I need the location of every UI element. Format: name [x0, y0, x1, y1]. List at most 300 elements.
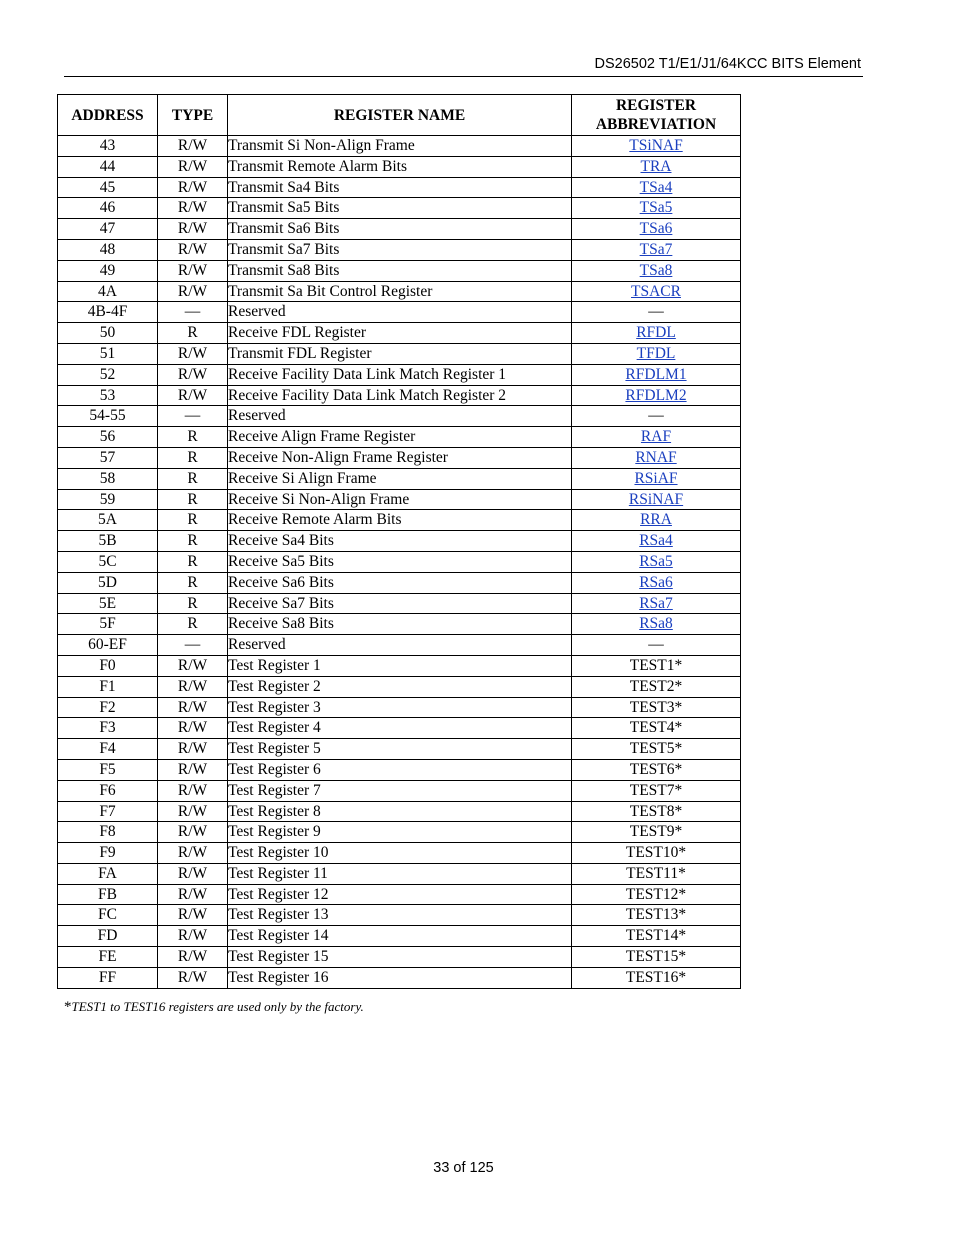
table-row [58, 780, 741, 801]
register-link[interactable]: TSa6 [639, 220, 673, 238]
cell-address [58, 447, 158, 468]
cell-abbreviation [572, 967, 741, 988]
cell-register-name [228, 156, 572, 177]
cell-register-name-text: Test Register 11 [228, 864, 328, 882]
table-row [58, 343, 741, 364]
table-row [58, 156, 741, 177]
cell-address-text: 5A [98, 511, 117, 529]
cell-abbreviation [572, 905, 741, 926]
cell-register-name-text: Transmit Remote Alarm Bits [228, 157, 407, 175]
cell-type-text: R [187, 324, 198, 342]
cell-abbreviation [572, 260, 741, 281]
register-link[interactable]: RSa6 [639, 573, 673, 591]
cell-register-name-text: Test Register 10 [228, 844, 329, 862]
register-link[interactable]: RFDLM2 [625, 386, 687, 404]
table-row [58, 510, 741, 531]
cell-abbreviation [572, 364, 741, 385]
cell-address-text: FA [98, 864, 117, 882]
cell-abbreviation [572, 780, 741, 801]
register-link[interactable]: RSiNAF [628, 490, 684, 508]
cell-address-text: 49 [99, 261, 116, 279]
table-row [58, 281, 741, 302]
table-row [58, 572, 741, 593]
table-row [58, 739, 741, 760]
cell-type [158, 406, 228, 427]
cell-type [158, 967, 228, 988]
table-footnote [64, 999, 364, 1016]
register-link[interactable]: RSa5 [639, 552, 673, 570]
cell-register-name-text: Receive Si Align Frame [228, 469, 377, 487]
cell-type-text: R/W [177, 844, 208, 862]
cell-type-text: R [187, 511, 198, 529]
cell-register-name [228, 219, 572, 240]
cell-register-name [228, 406, 572, 427]
cell-type-text: R/W [177, 823, 208, 841]
cell-abbreviation-text: TEST13* [625, 906, 687, 924]
column-header-address: ADDRESS [58, 95, 158, 136]
register-link[interactable]: RSa8 [639, 615, 673, 633]
cell-address [58, 947, 158, 968]
cell-address-text: 47 [99, 220, 116, 238]
cell-abbreviation-text: TEST9* [629, 823, 683, 841]
cell-address-text: 59 [99, 490, 116, 508]
cell-register-name-text: Test Register 7 [228, 781, 321, 799]
cell-address-text: 45 [99, 178, 116, 196]
table-row [58, 136, 741, 157]
register-link[interactable]: TSa4 [639, 178, 673, 196]
table-row [58, 260, 741, 281]
cell-type-text: R/W [177, 365, 208, 383]
cell-register-name-text: Receive Facility Data Link Match Register 1 [228, 365, 507, 383]
table-row [58, 531, 741, 552]
cell-address-text: 57 [99, 448, 116, 466]
cell-abbreviation [572, 676, 741, 697]
page-number: 33 of 125 [433, 1160, 494, 1176]
table-row [58, 697, 741, 718]
cell-register-name [228, 843, 572, 864]
cell-register-name [228, 323, 572, 344]
cell-address [58, 822, 158, 843]
cell-address-text: 44 [99, 157, 116, 175]
cell-address-text: FF [98, 968, 117, 986]
cell-type [158, 531, 228, 552]
table-row [58, 718, 741, 739]
cell-abbreviation-text: — [648, 636, 664, 654]
cell-register-name-text: Test Register 15 [228, 948, 329, 966]
cell-address-text: FB [98, 885, 117, 903]
cell-abbreviation-text: TEST2* [629, 677, 683, 695]
cell-abbreviation [572, 759, 741, 780]
table-row [58, 863, 741, 884]
cell-address-text: 5E [98, 594, 117, 612]
cell-register-name [228, 427, 572, 448]
cell-address-text: 5C [98, 552, 117, 570]
register-link[interactable]: RNAF [635, 448, 677, 466]
cell-register-name [228, 801, 572, 822]
cell-abbreviation [572, 739, 741, 760]
cell-type [158, 385, 228, 406]
table-row [58, 635, 741, 656]
cell-abbreviation [572, 926, 741, 947]
cell-abbreviation [572, 427, 741, 448]
cell-register-name [228, 614, 572, 635]
cell-address [58, 718, 158, 739]
cell-abbreviation [572, 136, 741, 157]
cell-register-name-text: Test Register 13 [228, 906, 329, 924]
cell-register-name-text: Test Register 5 [228, 740, 321, 758]
cell-type-text: R/W [177, 719, 208, 737]
cell-register-name [228, 551, 572, 572]
cell-abbreviation-text: TEST16* [625, 968, 687, 986]
cell-type [158, 343, 228, 364]
table-row [58, 364, 741, 385]
cell-register-name-text: Test Register 16 [228, 968, 329, 986]
cell-type [158, 364, 228, 385]
cell-abbreviation [572, 406, 741, 427]
cell-register-name-text: Receive Facility Data Link Match Register 2 [228, 386, 507, 404]
cell-address-text: 48 [99, 240, 116, 258]
column-header-register-name: REGISTER NAME [228, 95, 572, 136]
cell-address [58, 697, 158, 718]
table-row [58, 385, 741, 406]
cell-type [158, 926, 228, 947]
register-link[interactable]: RSa4 [639, 532, 673, 550]
cell-type [158, 759, 228, 780]
cell-address [58, 759, 158, 780]
cell-register-name-text: Test Register 12 [228, 885, 329, 903]
cell-register-name [228, 967, 572, 988]
cell-register-name-text: Transmit Si Non-Align Frame [228, 137, 415, 154]
cell-abbreviation [572, 281, 741, 302]
cell-address-text: 56 [99, 428, 116, 446]
table-row [58, 801, 741, 822]
cell-register-name-text: Receive Si Non-Align Frame [228, 490, 410, 508]
cell-type-text: R/W [177, 240, 208, 258]
cell-abbreviation [572, 156, 741, 177]
cell-register-name-text: Test Register 1 [228, 656, 321, 674]
table-row [58, 759, 741, 780]
cell-address [58, 510, 158, 531]
cell-register-name-text: Transmit Sa8 Bits [228, 261, 340, 279]
register-link[interactable]: TSa5 [639, 199, 673, 217]
cell-address [58, 593, 158, 614]
cell-type-text: R/W [177, 885, 208, 903]
cell-abbreviation [572, 489, 741, 510]
cell-type [158, 551, 228, 572]
cell-address [58, 219, 158, 240]
cell-address [58, 156, 158, 177]
table-row [58, 177, 741, 198]
cell-abbreviation-text: TEST4* [629, 719, 683, 737]
cell-address [58, 468, 158, 489]
cell-type [158, 302, 228, 323]
cell-register-name [228, 884, 572, 905]
cell-address [58, 572, 158, 593]
cell-type [158, 780, 228, 801]
cell-type-text: R [187, 573, 198, 591]
cell-register-name-text: Receive Sa4 Bits [228, 532, 334, 550]
cell-address [58, 780, 158, 801]
table-row [58, 905, 741, 926]
cell-register-name [228, 531, 572, 552]
cell-address [58, 635, 158, 656]
cell-type-text: R/W [177, 178, 208, 196]
cell-register-name-text: Receive FDL Register [228, 324, 367, 342]
cell-address [58, 260, 158, 281]
cell-abbreviation [572, 177, 741, 198]
cell-type [158, 323, 228, 344]
register-link[interactable]: RFDL [636, 324, 676, 342]
cell-address-text: 53 [99, 386, 116, 404]
register-link[interactable]: TSiNAF [629, 137, 683, 154]
column-header-abbreviation-line2: ABBREVIATION [595, 116, 717, 133]
cell-type [158, 947, 228, 968]
column-header-abbreviation [572, 95, 741, 136]
cell-address-text: 5D [98, 573, 117, 591]
table-row [58, 427, 741, 448]
cell-register-name-text: Transmit FDL Register [228, 344, 372, 362]
table-row [58, 219, 741, 240]
cell-register-name [228, 635, 572, 656]
cell-address-text: F7 [99, 802, 116, 820]
cell-abbreviation [572, 697, 741, 718]
register-link[interactable]: RAF [640, 428, 672, 446]
cell-register-name-text: Test Register 8 [228, 802, 321, 820]
table-row [58, 551, 741, 572]
cell-type [158, 676, 228, 697]
cell-type-text: — [184, 303, 201, 321]
table-row [58, 468, 741, 489]
cell-type-text: R/W [177, 927, 208, 945]
cell-type [158, 863, 228, 884]
cell-type-text: R/W [177, 220, 208, 238]
cell-address-text: F4 [99, 740, 116, 758]
cell-type [158, 489, 228, 510]
cell-address [58, 884, 158, 905]
cell-abbreviation [572, 572, 741, 593]
cell-abbreviation-text: TEST3* [629, 698, 683, 716]
cell-type [158, 239, 228, 260]
cell-abbreviation-text: TEST12* [625, 885, 687, 903]
cell-type [158, 156, 228, 177]
register-link[interactable]: TFDL [636, 344, 676, 362]
cell-abbreviation-text: TEST5* [629, 740, 683, 758]
cell-abbreviation [572, 551, 741, 572]
cell-register-name-text: Receive Align Frame Register [228, 428, 416, 446]
register-map-table [57, 94, 741, 989]
cell-register-name [228, 655, 572, 676]
cell-register-name-text: Reserved [228, 407, 286, 425]
cell-type-text: R [187, 552, 198, 570]
cell-type-text: R/W [177, 968, 208, 986]
cell-address-text: 60-EF [88, 636, 127, 654]
cell-type [158, 843, 228, 864]
cell-register-name [228, 385, 572, 406]
cell-address [58, 614, 158, 635]
cell-type [158, 739, 228, 760]
footnote-asterisk: * [64, 999, 72, 1015]
header-rule [64, 76, 863, 77]
cell-address [58, 364, 158, 385]
register-link[interactable]: TSa7 [639, 240, 673, 258]
cell-type-text: R/W [177, 906, 208, 924]
table-row [58, 822, 741, 843]
cell-address [58, 427, 158, 448]
cell-address-text: F6 [99, 781, 116, 799]
cell-register-name [228, 718, 572, 739]
cell-register-name-text: Reserved [228, 636, 286, 654]
cell-register-name [228, 863, 572, 884]
cell-address [58, 801, 158, 822]
cell-type [158, 655, 228, 676]
cell-abbreviation [572, 635, 741, 656]
cell-type-text: R/W [177, 157, 208, 175]
cell-address-text: F0 [99, 656, 116, 674]
cell-type [158, 822, 228, 843]
cell-register-name [228, 343, 572, 364]
cell-abbreviation-text: TEST6* [629, 760, 683, 778]
cell-register-name-text: Reserved [228, 303, 286, 321]
cell-register-name-text: Test Register 4 [228, 719, 321, 737]
cell-abbreviation-text: TEST7* [629, 781, 683, 799]
cell-abbreviation [572, 198, 741, 219]
register-link[interactable]: RRA [640, 511, 672, 529]
cell-type [158, 697, 228, 718]
cell-type-text: R [187, 532, 198, 550]
cell-abbreviation [572, 822, 741, 843]
table-row [58, 676, 741, 697]
cell-type-text: R [187, 615, 198, 633]
cell-type [158, 468, 228, 489]
cell-type-text: R/W [177, 802, 208, 820]
cell-type [158, 884, 228, 905]
cell-abbreviation [572, 655, 741, 676]
register-link[interactable]: TRA [640, 157, 672, 175]
register-link[interactable]: RSiAF [634, 469, 678, 487]
cell-address [58, 343, 158, 364]
cell-abbreviation [572, 239, 741, 260]
cell-type-text: R/W [177, 864, 208, 882]
table-row [58, 967, 741, 988]
table-row [58, 947, 741, 968]
cell-address-text: 4A [98, 282, 117, 300]
table-row [58, 323, 741, 344]
cell-abbreviation [572, 614, 741, 635]
cell-register-name [228, 739, 572, 760]
cell-address [58, 926, 158, 947]
cell-type [158, 260, 228, 281]
cell-register-name [228, 489, 572, 510]
cell-abbreviation [572, 947, 741, 968]
cell-address [58, 177, 158, 198]
cell-abbreviation [572, 801, 741, 822]
cell-register-name [228, 822, 572, 843]
cell-address-text: 58 [99, 469, 116, 487]
cell-type-text: R/W [177, 656, 208, 674]
cell-address [58, 198, 158, 219]
cell-type [158, 177, 228, 198]
cell-address-text: FE [98, 948, 117, 966]
cell-register-name-text: Receive Non-Align Frame Register [228, 448, 448, 466]
table-header-row [58, 95, 741, 136]
register-link[interactable]: TSa8 [639, 261, 673, 279]
cell-address [58, 967, 158, 988]
cell-type-text: R/W [177, 698, 208, 716]
cell-address-text: 5F [99, 615, 116, 633]
cell-register-name [228, 780, 572, 801]
cell-register-name [228, 239, 572, 260]
cell-type-text: R/W [177, 344, 208, 362]
cell-register-name [228, 302, 572, 323]
cell-abbreviation [572, 718, 741, 739]
cell-register-name-text: Receive Remote Alarm Bits [228, 511, 402, 529]
cell-address [58, 843, 158, 864]
cell-address-text: 43 [99, 137, 116, 154]
table-row [58, 302, 741, 323]
cell-register-name-text: Transmit Sa6 Bits [228, 220, 340, 238]
cell-register-name [228, 198, 572, 219]
table-row [58, 614, 741, 635]
cell-address-text: 4B-4F [87, 303, 128, 321]
document-header-title: DS26502 T1/E1/J1/64KCC BITS Element [594, 56, 861, 72]
cell-address-text: FD [97, 927, 118, 945]
cell-address [58, 551, 158, 572]
cell-type [158, 593, 228, 614]
cell-register-name-text: Transmit Sa5 Bits [228, 199, 340, 217]
cell-register-name [228, 177, 572, 198]
cell-register-name [228, 759, 572, 780]
cell-abbreviation [572, 468, 741, 489]
cell-register-name-text: Test Register 6 [228, 760, 321, 778]
cell-abbreviation [572, 884, 741, 905]
cell-address [58, 489, 158, 510]
table-row [58, 655, 741, 676]
cell-type [158, 635, 228, 656]
cell-abbreviation [572, 843, 741, 864]
cell-register-name-text: Receive Sa6 Bits [228, 573, 334, 591]
cell-type-text: R/W [177, 781, 208, 799]
cell-address [58, 905, 158, 926]
cell-type-text: R/W [177, 137, 208, 154]
cell-type-text: R/W [177, 740, 208, 758]
cell-register-name [228, 364, 572, 385]
register-link[interactable]: RSa7 [639, 594, 673, 612]
cell-address [58, 239, 158, 260]
cell-address-text: F3 [99, 719, 116, 737]
cell-register-name-text: Test Register 3 [228, 698, 321, 716]
cell-address-text: 54-55 [89, 407, 126, 425]
cell-register-name-text: Transmit Sa4 Bits [228, 178, 340, 196]
cell-register-name [228, 593, 572, 614]
cell-abbreviation [572, 302, 741, 323]
cell-register-name [228, 447, 572, 468]
cell-type [158, 614, 228, 635]
cell-address [58, 136, 158, 157]
register-link[interactable]: RFDLM1 [625, 365, 687, 383]
table-row [58, 406, 741, 427]
cell-type-text: R/W [177, 282, 208, 300]
cell-address [58, 385, 158, 406]
cell-abbreviation-text: TEST14* [625, 927, 687, 945]
cell-address-text: F1 [99, 677, 116, 695]
cell-abbreviation-text: TEST1* [629, 656, 683, 674]
cell-abbreviation-text: TEST8* [629, 802, 683, 820]
cell-abbreviation-text: TEST11* [626, 864, 686, 882]
register-link[interactable]: TSACR [631, 282, 681, 300]
cell-address-text: 52 [99, 365, 116, 383]
table-row [58, 489, 741, 510]
cell-type-text: R [187, 490, 198, 508]
